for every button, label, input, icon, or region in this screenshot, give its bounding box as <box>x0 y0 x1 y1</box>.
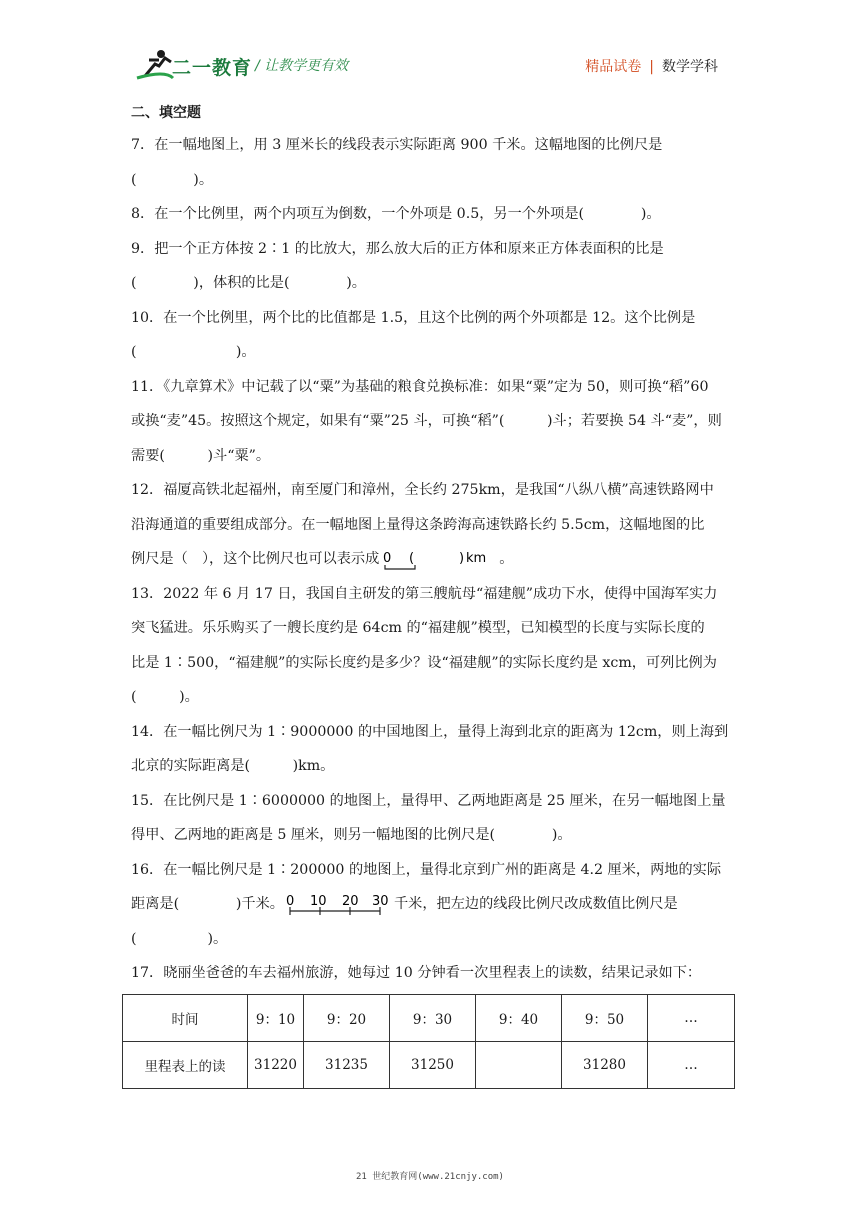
text-line: 12．福厦高铁北起福州，南至厦门和漳州，全长约 275km，是我国“八纵八横”高速铁路网中 <box>131 482 714 498</box>
text-line: 16．在一幅比例尺是 1∶200000 的地图上，量得北京到广州的距离是 4.2 厘米，两地的实际 <box>131 861 722 878</box>
q12-line-prefix: 例尺是（ ），这个比例尺也可以表示成 <box>131 551 380 567</box>
q12-scale-paren-open: ( <box>409 551 415 566</box>
question-content <box>131 98 731 991</box>
text-line: 11．《九章算术》中记载了以“粟”为基础的粮食兑换标准：如果“粟”定为 50，则可换“稻”60 <box>131 378 709 395</box>
table-cell: 31235 <box>304 1042 390 1089</box>
text-line: 突飞猛进。乐乐购买了一艘长度约是 64cm 的“福建舰”模型，已知模型的长度与实际长度的 <box>131 620 705 636</box>
tag-subject: 数学学科 <box>662 59 718 75</box>
text-line: 得甲、乙两地的距离是 5 厘米，则另一幅地图的比例尺是( )。 <box>131 827 572 843</box>
text-line: 10．在一个比例里，两个比的比值都是 1.5，且这个比例的两个外项都是 12。这个比例是 <box>131 309 696 326</box>
table-cell: 9：40 <box>476 995 562 1042</box>
text-line: 13．2022 年 6 月 17 日，我国自主研发的第三艘航母“福建舰”成功下水，使得中国海军实力 <box>131 585 718 602</box>
scale-tick-label: 10 <box>309 894 327 909</box>
table-cell: 9：20 <box>304 995 390 1042</box>
table-cell: 31250 <box>390 1042 476 1089</box>
q16-scale-line <box>131 887 731 922</box>
text-line: 8．在一个比例里，两个内项互为倒数，一个外项是 0.5，另一个外项是( )。 <box>131 206 661 222</box>
table-cell: 31220 <box>248 1042 304 1089</box>
table-cell: 时间 <box>123 995 248 1042</box>
text-line: 沿海通道的重要组成部分。在一幅地图上量得这条跨海高速铁路长约 5.5cm，这幅地图的比 <box>131 516 705 533</box>
text-line: 7．在一幅地图上，用 3 厘米长的线段表示实际距离 900 千米。这幅地图的比例尺是 <box>131 137 663 153</box>
text-line: 比是 1∶500，“福建舰”的实际长度约是多少？设“福建舰”的实际长度约是 xcm，可列比例为 <box>131 654 717 671</box>
table-cell: 9：10 <box>248 995 304 1042</box>
brand-slogan: / 让教学更有效 <box>255 58 349 74</box>
table-cell: 31280 <box>562 1042 648 1089</box>
table-cell: 9：50 <box>562 995 648 1042</box>
scale-tick-label: 20 <box>341 894 359 909</box>
table-cell: 9：30 <box>390 995 476 1042</box>
text-line: 或换“麦”45。按照这个规定，如果有“粟”25 斗，可换“稻”( )斗；若要换 54 斗“麦”，则 <box>131 413 722 429</box>
table-row <box>123 1042 735 1089</box>
text-line: 北京的实际距离是( )km。 <box>131 758 335 774</box>
q12-scale-paren-close: ) <box>459 551 465 566</box>
q16-line-prefix: 距离是( )千米。 <box>131 896 284 912</box>
table-cell <box>476 1042 562 1089</box>
table-cell: 里程表上的读 <box>123 1042 248 1089</box>
q16-line-scale-icon <box>284 891 394 917</box>
q12-scale-unit: km <box>466 551 487 566</box>
text-line: ( )。 <box>131 689 199 705</box>
page-footer: 21 世纪教育网(www.21cnjy.com) <box>356 1172 504 1182</box>
scale-tick-label: 0 <box>285 894 295 909</box>
text-line: 17．晓丽坐爸爸的车去福州旅游，她每过 10 分钟看一次里程表上的读数，结果记录如下： <box>131 965 702 981</box>
q16-scale-unit: 千米 <box>393 896 423 912</box>
table-row <box>123 995 735 1042</box>
text-line: ( )。 <box>131 930 228 947</box>
header-tags <box>585 56 718 76</box>
text-line: ( )，体积的比是( )。 <box>131 275 366 291</box>
text-line: 14．在一幅比例尺为 1∶9000000 的中国地图上，量得上海到北京的距离为 12cm，则上海到 <box>131 723 729 740</box>
scale-tick-label: 30 <box>371 894 389 909</box>
text-line: ( )。 <box>131 171 214 188</box>
table-cell: … <box>648 1042 735 1089</box>
q12-scale-line <box>131 542 731 577</box>
text-line: ( )。 <box>131 344 256 360</box>
q12-line-scale-icon <box>379 547 499 571</box>
text-line: 需要( )斗“粟”。 <box>131 447 271 464</box>
table-cell: … <box>648 995 735 1042</box>
text-line: 15．在比例尺是 1∶6000000 的地图上，量得甲、乙两地距离是 25 厘米，在另一幅地图上量 <box>131 792 726 809</box>
brand-name: 二一教育 <box>172 57 253 79</box>
q12-line-suffix: 。 <box>499 551 514 567</box>
section-title: 二、填空题 <box>131 105 201 121</box>
tag-premium: 精品试卷 <box>585 59 642 75</box>
mileage-table <box>122 994 735 1089</box>
q16-line-suffix: ，把左边的线段比例尺改成数值比例尺是 <box>422 896 678 912</box>
q12-scale-zero: 0 <box>383 551 392 566</box>
text-line: 9．把一个正方体按 2∶1 的比放大，那么放大后的正方体和原来正方体表面积的比是 <box>131 240 664 257</box>
tag-separator: | <box>649 59 654 75</box>
